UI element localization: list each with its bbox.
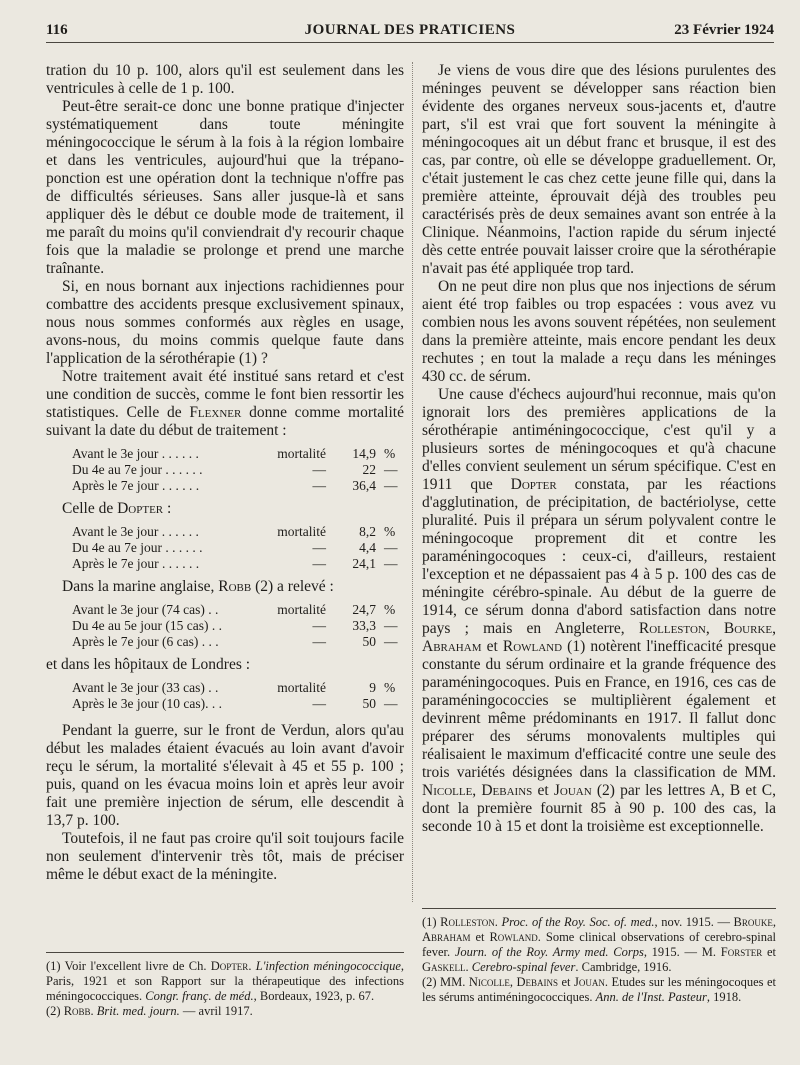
author-name: Jouan bbox=[553, 782, 592, 799]
text-span: . Etudes sur les méningocoques et les sérums antiméningococciques. bbox=[422, 975, 776, 1004]
journal-name: Proc. of the Roy. Soc. of. med. bbox=[501, 915, 655, 929]
book-title: Cerebro-spinal fever bbox=[471, 960, 576, 974]
footnote bbox=[422, 915, 776, 975]
mortality-table-robb bbox=[46, 602, 404, 650]
text-span: . bbox=[465, 960, 472, 974]
text-span: : bbox=[163, 500, 172, 517]
table-row bbox=[46, 446, 404, 462]
paragraph: tration du 10 p. 100, alors qu'il est seulement dans les ventricules à celle de 1 p. 100. bbox=[46, 62, 404, 97]
mortality-label: — bbox=[312, 462, 326, 477]
text-span: , 1918. bbox=[706, 990, 742, 1004]
text-span: (2) bbox=[46, 1004, 64, 1018]
author-name: Nicolle, Debains bbox=[468, 975, 559, 989]
journal-name: Ann. de l'Inst. Pasteur bbox=[595, 990, 707, 1004]
table-row bbox=[46, 540, 404, 556]
text-span: et bbox=[762, 945, 776, 959]
text-span: (1) notèrent l'inefficacité presque constante du sérum ordinaire et la grande fréquence des paraméningocoques. Puis en France, en 1916, ces cas de paraméningococcies se multiplièrent également et devinrent même prédominants en 1917. Il fallut donc préparer des sérums monovalents multiples qui réalisaient le maximum d'efficacité contre une seule des trois variétés désignées dans la classification de MM. bbox=[422, 638, 777, 781]
author-name: Forster bbox=[720, 945, 763, 959]
book-title: L'infection méningococcique bbox=[255, 959, 401, 973]
mortality-table-dopter bbox=[46, 524, 404, 572]
text-span: — avril 1917. bbox=[179, 1004, 253, 1018]
text-span: Une cause d'échecs aujourd'hui reconnue, mais qu'on ignorait lors des premières applications de la sérothérapie antiméningococcique, c'est qu'il y a plusieurs sortes de méningocoques et qu'à chacune d'elles convient seulement un sérum spécifique. C'est en 1911 que bbox=[422, 386, 776, 493]
author-name: Flexner bbox=[189, 404, 242, 421]
author-name: Rolleston bbox=[440, 915, 495, 929]
unit-label: — bbox=[384, 696, 398, 711]
mortality-value: 4,4 bbox=[359, 540, 376, 555]
text-span: (2) MM. bbox=[422, 975, 469, 989]
mortality-label: mortalité bbox=[277, 446, 326, 461]
journal-name: Journ. of the Roy. Army med. Corps bbox=[454, 945, 644, 959]
row-label: Du 4e au 7e jour . . . . . . bbox=[72, 540, 203, 555]
text-span: Celle de bbox=[62, 500, 118, 517]
unit-label: — bbox=[384, 618, 398, 633]
unit-label: — bbox=[384, 634, 398, 649]
author-name: Jouan bbox=[573, 975, 605, 989]
mortality-label: — bbox=[312, 634, 326, 649]
right-column bbox=[422, 62, 776, 836]
paragraph: Pendant la guerre, sur le front de Verdun, alors qu'au début les malades étaient évacués au loin avant d'avoir reçu le sérum, la mortalité s'élevait à 45 et 55 p. 100 ; puis, quand on les évacua moins loin et après leur avoir fait une première injection de sérum, elle descendit à 13,7 p. 100. bbox=[46, 722, 404, 829]
row-label: Après le 3e jour (10 cas). . . bbox=[72, 696, 222, 711]
author-name: Rowland bbox=[489, 930, 538, 944]
row-label: Avant le 3e jour (33 cas) . . bbox=[72, 680, 219, 695]
row-label: Avant le 3e jour (74 cas) . . bbox=[72, 602, 219, 617]
paragraph bbox=[46, 578, 404, 596]
mortality-label: mortalité bbox=[277, 524, 326, 539]
author-name: Gaskell bbox=[422, 960, 466, 974]
text-span: (2) par les lettres A, B et C, dont la première fournit 85 à 90 p. 100 des cas, la seconde 10 à 15 et dont la troisième est exceptionnelle. bbox=[422, 782, 777, 835]
author-name: Robb bbox=[63, 1004, 91, 1018]
footnotes-right bbox=[422, 908, 776, 1005]
row-label: Après le 7e jour . . . . . . bbox=[72, 478, 200, 493]
row-label: Après le 7e jour . . . . . . bbox=[72, 556, 200, 571]
text-span: et bbox=[558, 975, 574, 989]
left-column bbox=[46, 62, 404, 884]
paragraph: Toutefois, il ne faut pas croire qu'il soit toujours facile non seulement d'intervenir très tôt, mais de préciser même le début exact de la méningite. bbox=[46, 830, 404, 883]
text-span: et bbox=[532, 782, 554, 799]
journal-name: Brit. med. journ. bbox=[96, 1004, 180, 1018]
text-span: . bbox=[248, 959, 256, 973]
page-number: 116 bbox=[46, 22, 68, 38]
text-span: , 1915. — M. bbox=[643, 945, 721, 959]
paragraph: Si, en nous bornant aux injections rachidiennes pour combattre des accidents presque exclusivement spinaux, nous nous sommes conformés aux règles en usage, avons-nous, du moins commis quelque faute dans l'application de la sérothérapie (1) ? bbox=[46, 278, 404, 367]
text-span: , Paris, 1921 et son Rapport sur la thérapeutique des infections méningococciques. bbox=[46, 959, 405, 1003]
row-label: Avant le 3e jour . . . . . . bbox=[72, 524, 199, 539]
unit-label: — bbox=[384, 462, 398, 477]
mortality-label: — bbox=[312, 478, 326, 493]
author-name: Dopter bbox=[210, 959, 249, 973]
footnote bbox=[46, 1004, 404, 1019]
table-row bbox=[46, 556, 404, 572]
text-span: donne comme mortalité suivant la date du début de traitement : bbox=[46, 404, 404, 439]
unit-label: % bbox=[384, 602, 396, 617]
unit-label: — bbox=[384, 540, 398, 555]
mortality-value: 22 bbox=[362, 462, 376, 477]
issue-date: 23 Février 1924 bbox=[674, 22, 774, 38]
paragraph bbox=[46, 500, 404, 518]
mortality-value: 33,3 bbox=[352, 618, 376, 633]
paragraph: et dans les hôpitaux de Londres : bbox=[46, 656, 251, 673]
text-span: constata, par les réactions d'agglutination, de précipitation, de bactériolyse, cette pluralité. Puis il prépara un sérum polyvalent contre le méningocoque proprement dit et contre les paraméningocoques : ceux-ci, d'ailleurs, restaient l'exception et ne dépassaient pas 4 à 5 p. 100 des cas de méningite cérébro-spinale. Au début de la guerre de 1914, ce sérum donna d'abord satisfaction dans notre pays ; mais en Angleterre, bbox=[422, 476, 776, 637]
mortality-label: — bbox=[312, 556, 326, 571]
unit-label: — bbox=[384, 556, 398, 571]
mortality-value: 8,2 bbox=[359, 524, 376, 539]
mortality-table-flexner bbox=[46, 446, 404, 494]
mortality-value: 50 bbox=[362, 634, 376, 649]
table-row bbox=[46, 602, 404, 618]
text-span: (1) Voir l'excellent livre de Ch. bbox=[46, 959, 211, 973]
mortality-value: 14,9 bbox=[352, 446, 376, 461]
journal-name: Congr. franç. de méd. bbox=[145, 989, 254, 1003]
row-label: Du 4e au 7e jour . . . . . . bbox=[72, 462, 203, 477]
table-row bbox=[46, 478, 404, 494]
author-name: Dopter bbox=[510, 476, 557, 493]
table-row bbox=[46, 634, 404, 650]
paragraph bbox=[422, 386, 776, 836]
text-span: . Some clinical observations of cerebro-spinal fever. bbox=[422, 930, 776, 959]
author-name: Robb bbox=[218, 578, 252, 595]
mortality-label: — bbox=[312, 540, 326, 555]
author-name: Rowland bbox=[502, 638, 563, 655]
author-name: Nicolle, Debains bbox=[422, 782, 533, 799]
mortality-value: 24,1 bbox=[352, 556, 376, 571]
table-row bbox=[46, 462, 404, 478]
paragraph: Je viens de vous dire que des lésions purulentes des méninges peuvent se développer sans réaction bien évidente des organes nerveux sous-jacents et, d'autre part, s'il est vrai que fort souvent la méningite à méningocoques ait un début franc et brusque, il est des cas, par contre, où elle se développe graduellement. Or, c'était justement le cas chez cette jeune fille qui, dans la première atteinte, éprouvait déjà des troubles peu caractérisés près de deux semaines avant son entrée à la Clinique. Néanmoins, l'action rapide du sérum injecté dès cette entrée pouvait laisser croire que la sérothérapie n'avait pas été appliquée trop tard. bbox=[422, 62, 776, 277]
text-span: Notre traitement avait été institué sans retard et c'est une condition de succès, comme le font bien ressortir les statistiques. Celle de bbox=[46, 368, 404, 421]
unit-label: % bbox=[384, 446, 396, 461]
text-span: . Cambridge, 1916. bbox=[575, 960, 672, 974]
table-row bbox=[46, 618, 404, 634]
text-span: (2) a relevé : bbox=[251, 578, 334, 595]
text-span: et bbox=[470, 930, 490, 944]
footnote bbox=[422, 975, 776, 1005]
unit-label: % bbox=[384, 680, 396, 695]
paragraph: Peut-être serait-ce donc une bonne pratique d'injecter systématiquement dans toute méningite méningococcique le sérum à la fois à la région lombaire et dans les ventricules, aujourd'hui que la trépano-ponction est une opération dont la technique n'offre pas de difficultés sérieuses. Sans aller jusque-là et sans appliquer dès le début ce double mode de traitement, il me paraît du moins qu'il conviendrait d'y recourir chaque fois que la maladie se prolonge et prend une marche traînante. bbox=[46, 98, 404, 277]
row-label: Après le 7e jour (6 cas) . . . bbox=[72, 634, 219, 649]
text-span: (1) bbox=[422, 915, 441, 929]
footnotes-left bbox=[46, 952, 404, 1019]
mortality-table-london bbox=[46, 680, 404, 712]
mortality-value: 50 bbox=[362, 696, 376, 711]
mortality-label: — bbox=[312, 618, 326, 633]
author-name: Brouke, Abraham bbox=[422, 915, 776, 944]
journal-title: JOURNAL DES PRATICIENS bbox=[304, 22, 516, 38]
mortality-value: 9 bbox=[369, 680, 376, 695]
mortality-value: 24,7 bbox=[352, 602, 376, 617]
mortality-label: mortalité bbox=[277, 602, 326, 617]
mortality-label: mortalité bbox=[277, 680, 326, 695]
footnote bbox=[46, 959, 404, 1004]
row-label: Du 4e au 5e jour (15 cas) . . bbox=[72, 618, 222, 633]
table-row bbox=[46, 524, 404, 540]
paragraph: On ne peut dire non plus que nos injections de sérum aient été trop faibles ou trop espacées : vous avez vu combien nous les avons souvent répétées, non seulement dans la première atteinte, mais encore pendant les deux rechutes ; en tout la malade a reçu dans les méninges 430 cc. de sérum. bbox=[422, 278, 776, 385]
unit-label: — bbox=[384, 478, 398, 493]
table-row bbox=[46, 696, 404, 712]
author-name: Dopter bbox=[117, 500, 164, 517]
mortality-value: 36,4 bbox=[352, 478, 376, 493]
running-header bbox=[46, 20, 774, 43]
text-span: , Bordeaux, 1923, p. 67. bbox=[253, 989, 375, 1003]
row-label: Avant le 3e jour . . . . . . bbox=[72, 446, 199, 461]
mortality-label: — bbox=[312, 696, 326, 711]
text-span: . bbox=[494, 915, 502, 929]
unit-label: % bbox=[384, 524, 396, 539]
text-span: Dans la marine anglaise, bbox=[62, 578, 219, 595]
paragraph bbox=[46, 368, 404, 440]
column-divider bbox=[412, 62, 413, 902]
text-span: . bbox=[90, 1004, 97, 1018]
author-name: Rolleston, Bourke, Abraham bbox=[422, 620, 776, 655]
text-span: , nov. 1915. — bbox=[654, 915, 734, 929]
text-span: et bbox=[481, 638, 503, 655]
table-row bbox=[46, 680, 404, 696]
